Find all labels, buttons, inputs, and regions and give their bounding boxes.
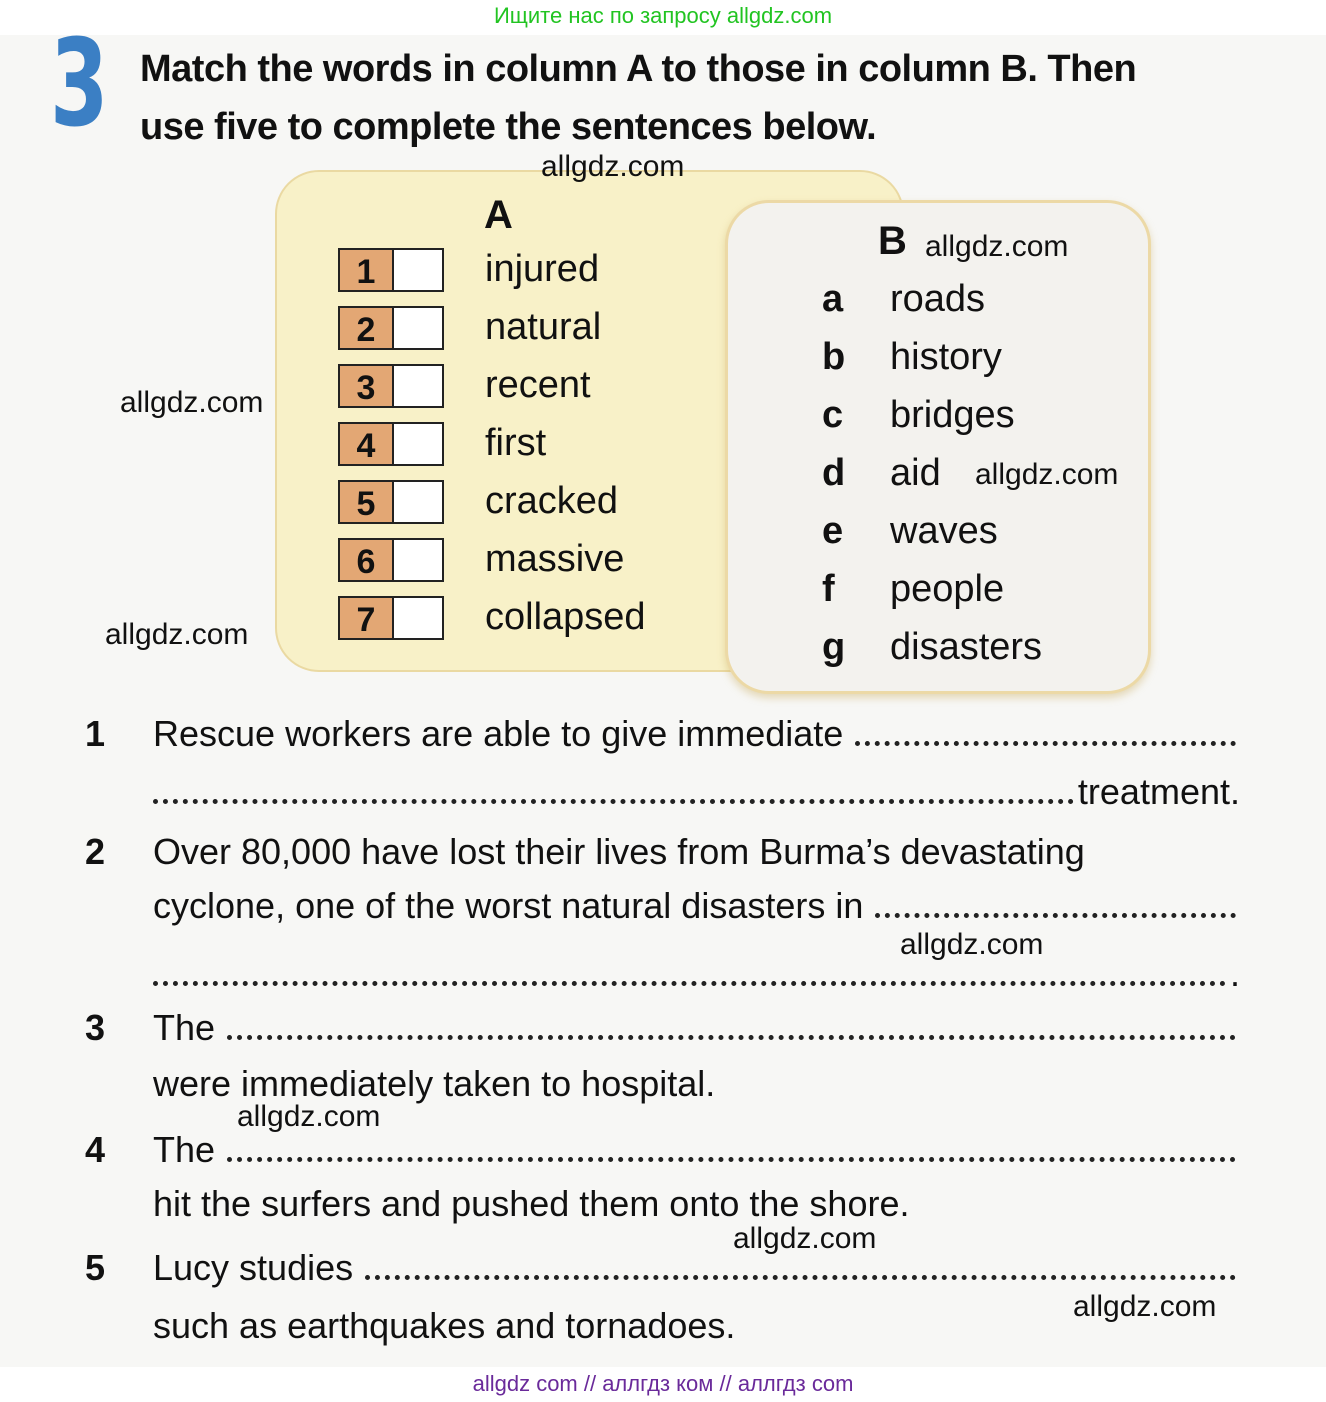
answer-blank[interactable]: [153, 980, 1226, 986]
sentence-number: 5: [85, 1247, 106, 1288]
match-box: [338, 364, 444, 408]
column-b-letter: b: [822, 336, 846, 378]
instruction-line: use five to complete the sentences below.: [140, 106, 877, 148]
sentence-5: [85, 1246, 1240, 1290]
column-a-word: recent: [485, 364, 591, 406]
match-box: [338, 480, 444, 524]
sentence-1-cont: [85, 770, 1240, 814]
exercise-number: 3: [50, 15, 109, 154]
match-box: [338, 538, 444, 582]
watermark: allgdz.com: [1073, 1290, 1217, 1323]
answer-box[interactable]: [394, 422, 444, 466]
answer-blank[interactable]: [227, 1156, 1236, 1162]
answer-box[interactable]: [394, 364, 444, 408]
watermark: allgdz.com: [105, 618, 249, 651]
column-a-heading: A: [484, 193, 513, 237]
sentence-text: were immediately taken to hospital.: [153, 1063, 716, 1104]
sentence-text: Rescue workers are able to give immediate: [153, 713, 844, 754]
item-number: 5: [338, 480, 394, 524]
column-b-letter: d: [822, 452, 846, 494]
match-box: [338, 422, 444, 466]
sentence-4-cont: [85, 1182, 1240, 1226]
sentence-3: [85, 1006, 1240, 1050]
instruction-line: Match the words in column A to those in column B. Then: [140, 48, 1137, 90]
column-b-heading: B: [878, 219, 907, 263]
sentence-text: hit the surfers and pushed them onto the shore.: [153, 1183, 910, 1224]
sentence-number: 2: [85, 831, 106, 872]
column-a-word: injured: [485, 248, 600, 290]
column-b-letter: f: [822, 568, 835, 610]
item-number: 3: [338, 364, 394, 408]
column-b-letter: g: [822, 626, 846, 668]
footer-links: allgdz com // аллгдз ком // аллгдз com: [472, 1371, 854, 1396]
sentence-2-cont: [85, 884, 1240, 928]
item-number: 1: [338, 248, 394, 292]
watermark: allgdz.com: [925, 230, 1069, 263]
item-number: 4: [338, 422, 394, 466]
sentence-number: 3: [85, 1007, 106, 1048]
match-box: [338, 306, 444, 350]
match-box: [338, 248, 444, 292]
sentence-5-cont: [85, 1304, 1240, 1348]
column-a-word: cracked: [485, 480, 619, 522]
column-b-letter: a: [822, 278, 844, 320]
sentence-text: .: [1229, 953, 1240, 994]
column-b-word: history: [890, 336, 1002, 378]
sentence-2-cont2: [85, 952, 1240, 996]
watermark: allgdz.com: [237, 1100, 381, 1133]
answer-box[interactable]: [394, 538, 444, 582]
column-b-word: waves: [890, 510, 998, 552]
watermark: allgdz.com: [733, 1222, 877, 1255]
sentence-number: 4: [85, 1129, 106, 1170]
column-b-word: people: [890, 568, 1005, 610]
sentence-number: 1: [85, 713, 106, 754]
instruction: [140, 40, 1310, 156]
column-b-letter: e: [822, 510, 844, 552]
column-b-word: roads: [890, 278, 986, 320]
answer-blank[interactable]: [153, 798, 1074, 804]
column-b-letter: c: [822, 394, 844, 436]
item-number: 6: [338, 538, 394, 582]
answer-box[interactable]: [394, 306, 444, 350]
answer-blank[interactable]: [227, 1034, 1236, 1040]
column-a-word: massive: [485, 538, 625, 580]
answer-blank[interactable]: [855, 740, 1236, 746]
watermark: allgdz.com: [900, 928, 1044, 961]
answer-blank[interactable]: [365, 1274, 1236, 1280]
watermark: allgdz.com: [541, 150, 685, 183]
sentence-text: Over 80,000 have lost their lives from Burma’s devastating: [153, 831, 1085, 872]
answer-box[interactable]: [394, 248, 444, 292]
answer-box[interactable]: [394, 596, 444, 640]
sentence-text: Lucy studies: [153, 1247, 354, 1288]
sentence-text: The: [153, 1129, 216, 1170]
column-a-word: collapsed: [485, 596, 646, 638]
column-b-word: disasters: [890, 626, 1043, 668]
sentence-text: cyclone, one of the worst natural disasters in: [153, 885, 864, 926]
sentence-2: [85, 830, 1240, 874]
sentence-text: treatment.: [1077, 771, 1240, 812]
item-number: 7: [338, 596, 394, 640]
column-a-word: first: [485, 422, 547, 464]
answer-box[interactable]: [394, 480, 444, 524]
item-number: 2: [338, 306, 394, 350]
sentence-4: [85, 1128, 1240, 1172]
column-b-word: aid: [890, 452, 941, 494]
column-b-word: bridges: [890, 394, 1015, 436]
watermark: allgdz.com: [975, 458, 1119, 491]
answer-blank[interactable]: [875, 912, 1236, 918]
watermark: allgdz.com: [120, 386, 264, 419]
match-box: [338, 596, 444, 640]
column-b-panel: [725, 200, 1151, 694]
sentence-text: such as earthquakes and tornadoes.: [153, 1305, 736, 1346]
column-a-word: natural: [485, 306, 602, 348]
search-hint: Ищите нас по запросу allgdz.com: [493, 3, 833, 28]
sentence-1: [85, 712, 1240, 756]
sentence-text: The: [153, 1007, 216, 1048]
